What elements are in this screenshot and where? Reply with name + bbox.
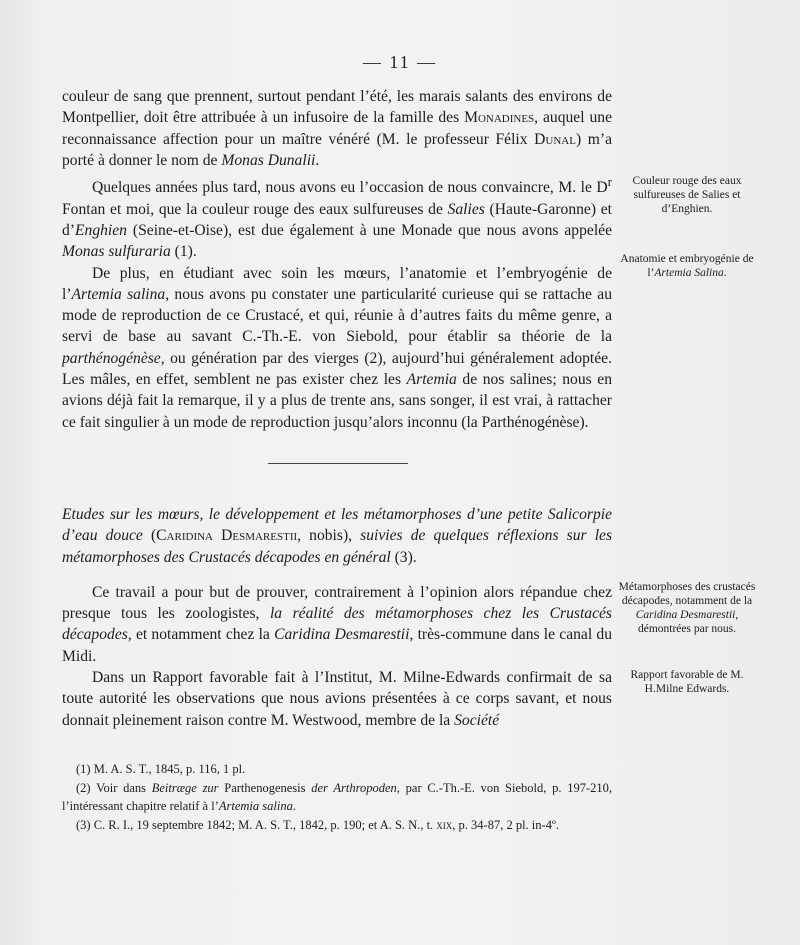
section-divider: [268, 463, 408, 464]
page-number: — 11 —: [362, 52, 438, 72]
paragraph-red-salt-marshes: couleur de sang que prennent, surtout pendant l’été, les marais salants des environs de Montpellier, doit être attribuée à un infusoire de la famille des Monadines, auquel une reconnaissance affection pour un maître vénéré (M. le professeur Félix Dunal) m’a porté à donner le nom de Monas Dunalii.: [62, 88, 612, 169]
section-heading: Etudes sur les mœurs, le développement et les métamorphoses d’une petite Salicorpie d’eau douce (Caridina Desmarestii, nobis), suivies de quelques réflexions sur les métamorphoses des Crustacés décapodes en général (3).: [62, 506, 613, 566]
paragraph-sulfurous-waters: Quelques années plus tard, nous avons eu l’occasion de nous convaincre, M. le $D^r$ Fontan et moi, que la couleur rouge des eaux sulfureuses de Salies (Haute-Garonne) et d’Enghien (Seine-et-Oise), est due également à une Monade que nous avons appelée Monas sulfuraria (1).: [62, 174, 612, 261]
body-text-top: [62, 86, 612, 433]
footnote-2: (2) Voir dans Beitræge zur Parthenogenesis der Arthropoden, par C.-Th.-E. von Siebold, p. 197-210, l’intéressant chapitre relatif à l’Artemia salina.: [62, 780, 612, 813]
body-text-bottom: [62, 504, 612, 731]
margin-note-artemia: Anatomie et embryogénie de l’Artemia Salina.: [620, 253, 754, 279]
paragraph-artemia: De plus, en étudiant avec soin les mœurs, l’anatomie et l’embryogénie de l’Artemia salina, nous avons pu constater une particularité curieuse qui se rattache au mode de reproduction de ce Crustacé, et qui, réunie à d’autres faits du même genre, a servi de base au savant C.-Th.-E. von Siebold, pour établir sa théorie de la parthénogénèse, ou génération par des vierges (2), aujourd’hui généralement adoptée. Les mâles, en effet, semblent ne pas exister chez les Artemia de nos salines; nous en avions déjà fait la remarque, il y a plus de trente ans, sans songer, il est vrai, à rattacher ce fait singulier à un mode de reproduction jusqu’alors inconnu (la Parthénogénèse).: [62, 264, 613, 431]
margin-note-rapport: Rapport favorable de M. H.Milne Edwards.: [630, 669, 744, 695]
margin-note-metamorphoses: Métamorphoses des crustacés décapodes, notamment de la Caridina Desmarestii, démontrées par nous.: [618, 581, 756, 635]
paragraph-metamorphoses: Ce travail a pour but de prouver, contrairement à l’opinion alors répandue chez presque tous les zoologistes, la réalité des métamorphoses chez les Crustacés décapodes, et notamment chez la Caridina Desmarestii, très-commune dans le canal du Midi.: [62, 583, 613, 665]
footnote-3: (3) C. R. I., 19 septembre 1842; M. A. S. T., 1842, p. 190; et A. S. N., t. xix, p. 34-87, 2 pl. in-4º.: [76, 817, 559, 832]
margin-note-sulfurous: Couleur rouge des eaux sulfureuses de Salies et d’Enghien.: [632, 175, 742, 215]
footnotes: [62, 760, 612, 834]
paragraph-rapport: Dans un Rapport favorable fait à l’Institut, M. Milne-Edwards confirmait de sa toute autorité les observations que nous avions présentées à ce corps savant, et nous donnait pleinement raison contre M. Westwood, membre de la Société: [62, 669, 612, 729]
footnote-1: (1) M. A. S. T., 1845, p. 116, 1 pl.: [76, 762, 246, 776]
